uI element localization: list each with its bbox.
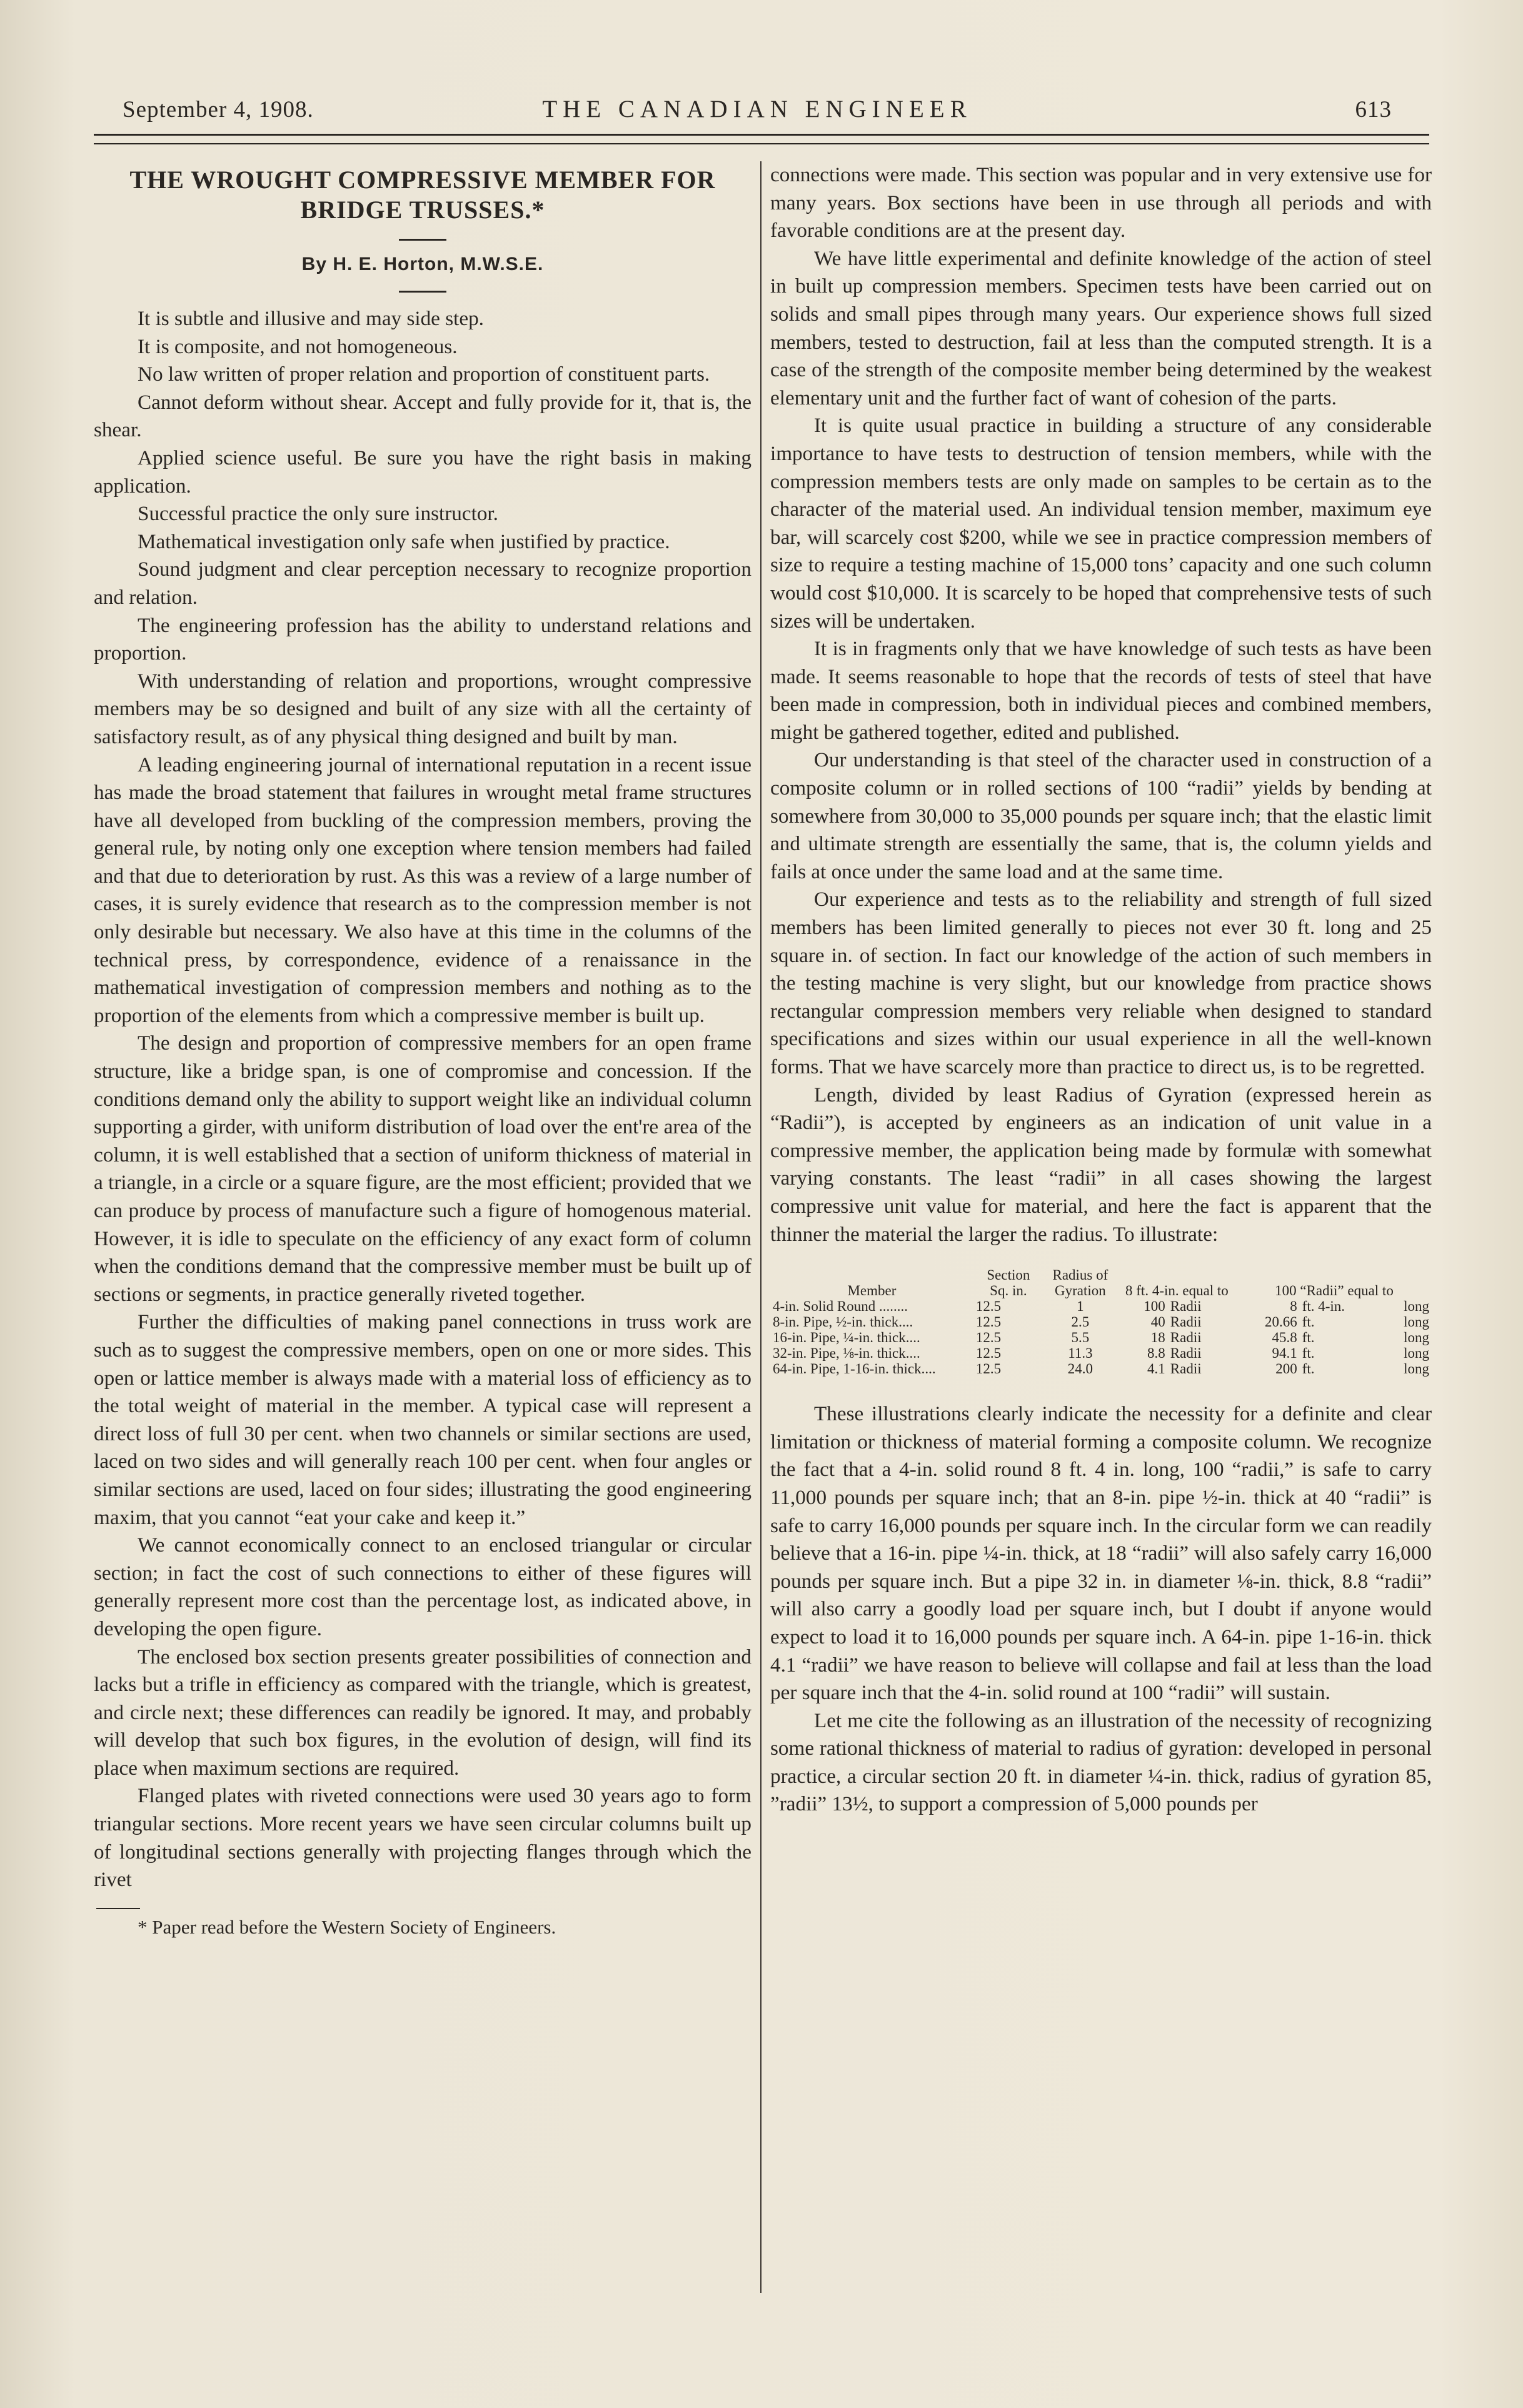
paragraph: The enclosed box section presents greater possibilities of connection and lacks but a trifle in efficiency as compared with the triangle, which is greatest, and circle next; these differences can readily be ignored. It may, and probably will develop that such box figures, in the evolution of design, will find its place when maximum sections are required.: [94, 1645, 751, 1780]
cell-radii-value: 100: [1144, 1298, 1165, 1315]
cell-unit: ft.: [1302, 1345, 1315, 1362]
paragraph: It is in fragments only that we have knowledge of such tests as have been made. It seems reasonable to hope that the records of tests of steel that have been made in compression, both in individual pieces and combined members, might be gathered together, edited and published.: [770, 637, 1432, 744]
paragraph: We cannot economically connect to an enclosed triangular or circular section; in fact the cost of such connections to either of these figures will generally represent more cost than the percentage lost, as indicated above, in developing the open figure.: [94, 1533, 751, 1640]
right-column: [770, 161, 1432, 1819]
cell-member: 8-in. Pipe, ½-in. thick....: [773, 1314, 913, 1330]
issue-date: September 4, 1908.: [123, 97, 314, 123]
cell-section: 12.5: [975, 1330, 1002, 1346]
paragraph: Successful practice the only sure instructor.: [138, 502, 498, 526]
article-title-line-1: THE WROUGHT COMPRESSIVE MEMBER FOR: [129, 166, 716, 194]
paragraph: A leading engineering journal of international reputation in a recent issue has made the broad statement that failures in wrought metal frame structures have all developed from buckling of the compression members, proving the general rule, by noting only one exception where tension members had failed and that due to deterioration by rust. As this was a review of a large number of cases, it is surely evidence that research as to the compression member is not only desirable but necessary. We also have at this time in the columns of the technical press, by correspondence, evidence of a renaissance in the mathematical investigation of compression members and nothing as to the proportion of the elements from which a compressive member is built up.: [94, 753, 751, 1027]
cell-length: 94.1: [1272, 1345, 1297, 1362]
cell-unit: ft.: [1302, 1314, 1315, 1330]
byline-rule: [399, 291, 446, 293]
cell-length: 8: [1290, 1298, 1297, 1315]
running-head: [123, 93, 1392, 130]
paragraph: Our experience and tests as to the reliability and strength of full sized members has been limited generally to pieces not ever 30 ft. long and 25 square in. of section. In fact our knowledge of the action of such members in the testing machine is very slight, but our knowledge from practice shows rectangular compression members very reliable when designed to standard specifications and sizes within our usual experience in all the well-known forms. That we have scarcely more than practice to direct us, is to be regretted.: [770, 888, 1432, 1078]
paragraph: Further the difficulties of making panel connections in truss work are such as to suggest the compressive members, open on one or more sides. This open or lattice member is always made with a material loss of efficiency as to the total weight of material in the member. A typical case will represent a direct loss of full 30 per cent. when two channels or similar sections are used, laced on two sides and will generally reach 100 per cent. when four angles or similar sections are used, laced on four sides; illustrating the good engineering maxim, that you cannot “eat your cake and keep it.”: [94, 1310, 751, 1529]
table-row: [770, 1314, 1432, 1330]
cell-radii-value: 8.8: [1147, 1345, 1165, 1362]
cell-long: long: [1404, 1345, 1429, 1362]
table-row: [770, 1361, 1432, 1377]
cell-length: 20.66: [1264, 1314, 1297, 1330]
cell-radius: 24.0: [1067, 1361, 1093, 1377]
cell-radius: 2.5: [1071, 1314, 1090, 1330]
paragraph: It is quite usual practice in building a structure of any considerable importance to have tests to destruction of tension members, while with the compression members tests are only made on samples to be certain as to the character of the material used. An individual tension member, maximum eye bar, will scarcely cost $200, while we see in practice compression members of size to require a testing machine of 15,000 tons’ capacity and one such column would cost $10,000. It is scarcely to be hoped that comprehensive tests of such sizes will be undertaken.: [770, 414, 1432, 633]
table-row: [770, 1298, 1432, 1314]
cell-member: 32-in. Pipe, ⅛-in. thick....: [773, 1345, 920, 1362]
cell-radii-value: 40: [1150, 1314, 1165, 1330]
cell-radius: 11.3: [1068, 1345, 1093, 1362]
paragraph: Length, divided by least Radius of Gyration (expressed herein as “Radii”), is accepted by engineers as an indication of unit value in a compressive member, the application being made by formulæ with somewhat varying constants. The least “radii” in all cases showing the largest compressive unit value for material, and here the fact is apparent that the thinner the material the larger the radius. To illustrate:: [770, 1083, 1432, 1246]
col-header-radius: Radius of Gyration: [1052, 1267, 1108, 1299]
cell-section: 12.5: [975, 1345, 1002, 1362]
paragraph: We have little experimental and definite knowledge of the action of steel in built up compression members. Specimen tests have been carried out on solids and small pipes through many years. Our experience shows full sized members, tested to destruction, fail at less than the computed strength. It is a case of the strength of the composite member being determined by the weakest elementary unit and the further fact of want of cohesion of the parts.: [770, 246, 1432, 409]
cell-radius: 1: [1077, 1298, 1084, 1315]
footnote: * Paper read before the Western Society of Engineers.: [138, 1915, 556, 1938]
paragraph: Flanged plates with riveted connections were used 30 years ago to form triangular sections. More recent years we have seen circular columns built up of longitudinal sections generally with projecting flanges through which the rivet: [94, 1784, 751, 1892]
column-divider: [760, 161, 762, 2293]
cell-radii-unit: Radii: [1170, 1314, 1202, 1330]
cell-length: 45.8: [1272, 1330, 1297, 1346]
cell-section: 12.5: [975, 1298, 1002, 1315]
col-header-member: Member: [847, 1283, 897, 1299]
table-header-row: [770, 1267, 1432, 1298]
cell-long: long: [1404, 1330, 1429, 1346]
paragraph: The design and proportion of compressive members for an open frame structure, like a bridge span, is one of compromise and concession. If the conditions demand only the ability to support weight like an individual column supporting a girder, with uniform distribution of load over the ent're area of the column, it is well established that a section of uniform thickness of material in a triangle, in a circle or a square figure, are the most efficient; provided that we can produce by process of manufacture such a figure of homogenous material. However, it is idle to speculate on the efficiency of any exact form of column when the conditions demand that the compressive member must be built up of sections or segments, in practice generally riveted together.: [94, 1031, 751, 1306]
cell-radii-value: 18: [1150, 1330, 1165, 1346]
cell-member: 64-in. Pipe, 1-16-in. thick....: [773, 1361, 936, 1377]
radii-table: [770, 1267, 1432, 1377]
article-title-line-2: BRIDGE TRUSSES.*: [300, 196, 545, 224]
paragraph: It is composite, and not homogeneous.: [138, 334, 458, 358]
cell-unit: ft. 4-in.: [1302, 1298, 1345, 1315]
cell-radius: 5.5: [1071, 1330, 1090, 1346]
paragraph: It is subtle and illusive and may side step.: [138, 307, 484, 330]
paragraph: Mathematical investigation only safe when justified by practice.: [138, 529, 670, 553]
paragraph: Cannot deform without shear. Accept and fully provide for it, that is, the shear.: [94, 390, 751, 442]
journal-title: THE CANADIAN ENGINEER: [542, 96, 972, 123]
paragraph: Let me cite the following as an illustration of the necessity of recognizing some rational thickness of material to radius of gyration: developed in personal practice, a circular section 20 ft. in diameter ¼-in. thick, radius of gyration 85, ”radii” 13½, to support a compression of 5,000 pounds per: [770, 1708, 1432, 1816]
paragraph: Applied science useful. Be sure you have the right basis in making application.: [94, 446, 751, 498]
byline: By H. E. Horton, M.W.S.E.: [301, 254, 544, 274]
table-row: [770, 1330, 1432, 1345]
cell-radii-unit: Radii: [1170, 1298, 1202, 1315]
col-header-100-radii: 100 “Radii” equal to: [1275, 1283, 1394, 1299]
cell-radii-value: 4.1: [1147, 1361, 1165, 1377]
paragraph: With understanding of relation and proportions, wrought compressive members may be so designed and built of any size with all the certainty of satisfactory result, as of any physical thing designed and built by man.: [94, 669, 751, 748]
article-title: [94, 165, 751, 225]
cell-section: 12.5: [975, 1361, 1002, 1377]
paragraph: No law written of proper relation and proportion of constituent parts.: [138, 363, 710, 386]
cell-long: long: [1404, 1361, 1429, 1377]
paragraph: connections were made. This section was popular and in very extensive use for many years. Box sections have been in use through all periods and with favorable conditions are at the present day.: [770, 163, 1432, 243]
paragraph: These illustrations clearly indicate the necessity for a definite and clear limitation or thickness of material forming a composite column. We recognize the fact that a 4-in. solid round 8 ft. 4 in. long, 100 “radii,” is safe to carry 11,000 pounds per square inch; that an 8-in. pipe ½-in. thick at 40 “radii” is safe to carry 16,000 pounds per square inch. In the circular form we can readily believe that a 16-in. pipe ¼-in. thick, at 18 “radii” will also safely carry 16,000 pounds per square inch. But a pipe 32 in. in diameter ⅛-in. thick, 8.8 “radii” will also carry a goodly load per square inch, but I doubt if anyone would expect to load it to 16,000 pounds per square inch. A 64-in. pipe 1-16-in. thick 4.1 “radii” we have reason to believe will collapse and fail at less than the load per square inch that the 4-in. solid round at 100 “radii” will sustain.: [770, 1402, 1432, 1705]
cell-radii-unit: Radii: [1170, 1330, 1202, 1346]
cell-unit: ft.: [1302, 1330, 1315, 1346]
cell-section: 12.5: [975, 1314, 1002, 1330]
page-number: 613: [1355, 97, 1392, 123]
paragraph: The engineering profession has the ability to understand relations and proportion.: [94, 613, 751, 665]
cell-radii-unit: Radii: [1170, 1345, 1202, 1362]
col-header-8ft: 8 ft. 4-in. equal to: [1125, 1283, 1229, 1299]
table-row: [770, 1345, 1432, 1361]
paragraph: Our understanding is that steel of the character used in construction of a composite column or in rolled sections of 100 “radii” yields by bending at somewhere from 30,000 to 35,000 pounds per square inch; that the elastic limit and ultimate strength are essentially the same, that is, the column yields and fails at once under the same load and at the same time.: [770, 748, 1432, 883]
cell-long: long: [1404, 1314, 1429, 1330]
paragraph: Sound judgment and clear perception necessary to recognize proportion and relation.: [94, 558, 751, 609]
left-column: [94, 161, 751, 1940]
title-rule: [399, 239, 446, 241]
footnote-rule: [96, 1908, 140, 1909]
cell-length: 200: [1275, 1361, 1297, 1377]
cell-member: 16-in. Pipe, ¼-in. thick....: [773, 1330, 920, 1346]
cell-long: long: [1404, 1298, 1429, 1315]
header-double-rule: [94, 134, 1429, 144]
cell-radii-unit: Radii: [1170, 1361, 1202, 1377]
cell-member: 4-in. Solid Round ........: [773, 1298, 908, 1315]
cell-unit: ft.: [1302, 1361, 1315, 1377]
col-header-section: Section Sq. in.: [987, 1267, 1030, 1299]
